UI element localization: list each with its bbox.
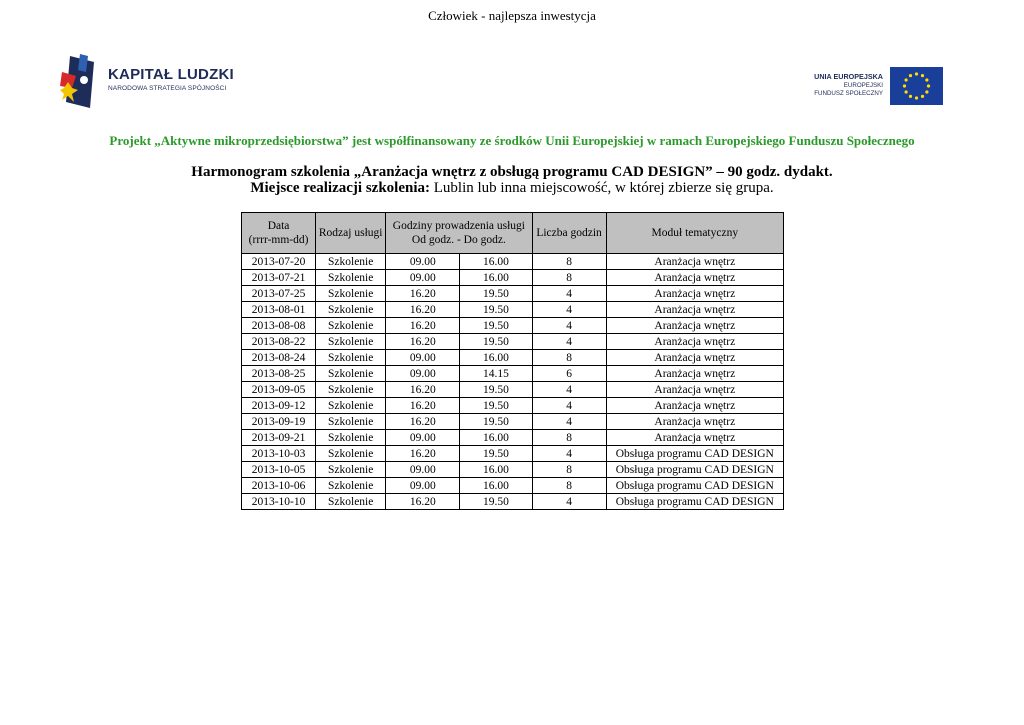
cell-service-type: Szkolenie (316, 350, 386, 366)
header-module: Moduł tematyczny (606, 213, 783, 254)
cell-date: 2013-10-03 (242, 446, 316, 462)
cell-hour-count: 4 (532, 494, 606, 510)
cell-service-type: Szkolenie (316, 318, 386, 334)
table-row (242, 462, 784, 478)
table-body (242, 254, 784, 510)
eu-logo-line2: EUROPEJSKI (843, 82, 883, 89)
cell-hour-count: 8 (532, 478, 606, 494)
cell-module: Aranżacja wnętrz (606, 254, 783, 270)
cell-date: 2013-10-06 (242, 478, 316, 494)
table-row (242, 254, 784, 270)
cell-hour-count: 4 (532, 334, 606, 350)
cell-module: Obsługa programu CAD DESIGN (606, 478, 783, 494)
cell-service-type: Szkolenie (316, 334, 386, 350)
cell-hour-count: 8 (532, 270, 606, 286)
cell-time-to: 16.00 (460, 254, 532, 270)
eu-flag-icon (890, 67, 943, 105)
cell-date: 2013-09-12 (242, 398, 316, 414)
cell-date: 2013-09-05 (242, 382, 316, 398)
cell-module: Aranżacja wnętrz (606, 270, 783, 286)
header-hours-range (386, 213, 532, 254)
table-row (242, 366, 784, 382)
cell-hour-count: 8 (532, 430, 606, 446)
header-hour-count: Liczba godzin (532, 213, 606, 254)
cell-service-type: Szkolenie (316, 478, 386, 494)
cell-date: 2013-08-22 (242, 334, 316, 350)
table-header-row (242, 213, 784, 254)
cell-date: 2013-10-10 (242, 494, 316, 510)
cell-date: 2013-08-08 (242, 318, 316, 334)
cell-date: 2013-09-19 (242, 414, 316, 430)
cell-module: Aranżacja wnętrz (606, 398, 783, 414)
cell-time-to: 19.50 (460, 334, 532, 350)
header-hours-line1: Godziny prowadzenia usługi (392, 220, 525, 232)
cell-module: Aranżacja wnętrz (606, 382, 783, 398)
cell-module: Aranżacja wnętrz (606, 318, 783, 334)
kapital-ludzki-title: KAPITAŁ LUDZKI (108, 66, 234, 83)
cell-time-from: 16.20 (386, 302, 460, 318)
cell-hour-count: 8 (532, 254, 606, 270)
cell-time-from: 09.00 (386, 350, 460, 366)
cell-module: Aranżacja wnętrz (606, 334, 783, 350)
header-service-type: Rodzaj usługi (316, 213, 386, 254)
table-row (242, 446, 784, 462)
cell-time-from: 09.00 (386, 478, 460, 494)
cell-time-from: 09.00 (386, 366, 460, 382)
cell-date: 2013-09-21 (242, 430, 316, 446)
table-row (242, 478, 784, 494)
table-row (242, 350, 784, 366)
kapital-ludzki-subtitle: NARODOWA STRATEGIA SPÓJNOŚCI (108, 85, 227, 92)
table-row (242, 318, 784, 334)
cell-time-from: 09.00 (386, 430, 460, 446)
table-row (242, 382, 784, 398)
cell-date: 2013-08-24 (242, 350, 316, 366)
header-date-line1: Data (267, 220, 290, 232)
cell-time-from: 16.20 (386, 318, 460, 334)
cell-time-to: 16.00 (460, 350, 532, 366)
cell-service-type: Szkolenie (316, 430, 386, 446)
kapital-ludzki-emblem-icon (60, 52, 108, 112)
cell-time-from: 09.00 (386, 254, 460, 270)
cell-hour-count: 6 (532, 366, 606, 382)
cell-time-from: 16.20 (386, 446, 460, 462)
cell-time-to: 19.50 (460, 494, 532, 510)
cell-time-to: 19.50 (460, 446, 532, 462)
cell-hour-count: 4 (532, 446, 606, 462)
eu-logo (800, 66, 945, 106)
header-date-line2: (rrrr-mm-dd) (248, 234, 309, 246)
cell-time-from: 16.20 (386, 382, 460, 398)
cell-time-to: 19.50 (460, 414, 532, 430)
table-row (242, 398, 784, 414)
cell-service-type: Szkolenie (316, 366, 386, 382)
table-row (242, 494, 784, 510)
schedule-title: Harmonogram szkolenia „Aranżacja wnętrz z obsługą programu CAD DESIGN” – 90 godz. dydakt. (191, 164, 833, 180)
cell-date: 2013-07-20 (242, 254, 316, 270)
cell-service-type: Szkolenie (316, 270, 386, 286)
table-row (242, 286, 784, 302)
cell-module: Obsługa programu CAD DESIGN (606, 462, 783, 478)
table-row (242, 414, 784, 430)
cell-time-from: 16.20 (386, 398, 460, 414)
location-label: Miejsce realizacji szkolenia: (250, 180, 430, 196)
cell-date: 2013-08-01 (242, 302, 316, 318)
cell-hour-count: 4 (532, 414, 606, 430)
cell-service-type: Szkolenie (316, 382, 386, 398)
cell-module: Obsługa programu CAD DESIGN (606, 446, 783, 462)
header-date (242, 213, 316, 254)
cell-module: Aranżacja wnętrz (606, 286, 783, 302)
cell-hour-count: 4 (532, 302, 606, 318)
schedule-table (241, 212, 784, 510)
cell-time-from: 16.20 (386, 414, 460, 430)
cell-time-to: 16.00 (460, 462, 532, 478)
cell-module: Aranżacja wnętrz (606, 302, 783, 318)
cell-module: Obsługa programu CAD DESIGN (606, 494, 783, 510)
cell-time-to: 19.50 (460, 286, 532, 302)
kapital-ludzki-logo (60, 52, 245, 112)
table-row (242, 270, 784, 286)
table-row (242, 334, 784, 350)
training-location (0, 180, 1024, 197)
cell-date: 2013-08-25 (242, 366, 316, 382)
cell-service-type: Szkolenie (316, 494, 386, 510)
project-statement: Projekt „Aktywne mikroprzedsiębiorstwa” jest współfinansowany ze środków Unii Europejskiej w ramach Europejskiego Funduszu Społecznego (109, 133, 915, 148)
cell-hour-count: 4 (532, 318, 606, 334)
cell-time-to: 19.50 (460, 398, 532, 414)
cell-time-to: 16.00 (460, 430, 532, 446)
cell-service-type: Szkolenie (316, 462, 386, 478)
cell-module: Aranżacja wnętrz (606, 414, 783, 430)
location-value: Lublin lub inna miejscowość, w której zbierze się grupa. (430, 180, 774, 196)
cell-hour-count: 4 (532, 286, 606, 302)
cell-time-from: 16.20 (386, 334, 460, 350)
cell-time-to: 19.50 (460, 302, 532, 318)
cell-time-from: 09.00 (386, 270, 460, 286)
cell-time-to: 19.50 (460, 318, 532, 334)
cell-service-type: Szkolenie (316, 302, 386, 318)
cell-hour-count: 8 (532, 462, 606, 478)
page-header: Człowiek - najlepsza inwestycja (428, 8, 596, 23)
cell-module: Aranżacja wnętrz (606, 350, 783, 366)
cell-date: 2013-10-05 (242, 462, 316, 478)
eu-logo-line1: UNIA EUROPEJSKA (814, 72, 883, 81)
table-row (242, 302, 784, 318)
cell-hour-count: 8 (532, 350, 606, 366)
cell-time-to: 16.00 (460, 478, 532, 494)
cell-time-to: 19.50 (460, 382, 532, 398)
cell-time-from: 09.00 (386, 462, 460, 478)
table-row (242, 430, 784, 446)
header-hours-line2: Od godz. - Do godz. (411, 234, 506, 246)
cell-date: 2013-07-25 (242, 286, 316, 302)
eu-logo-line3: FUNDUSZ SPOŁECZNY (814, 90, 883, 97)
cell-service-type: Szkolenie (316, 414, 386, 430)
cell-time-from: 16.20 (386, 494, 460, 510)
cell-hour-count: 4 (532, 398, 606, 414)
cell-hour-count: 4 (532, 382, 606, 398)
cell-time-to: 16.00 (460, 270, 532, 286)
cell-date: 2013-07-21 (242, 270, 316, 286)
cell-service-type: Szkolenie (316, 286, 386, 302)
cell-service-type: Szkolenie (316, 398, 386, 414)
cell-service-type: Szkolenie (316, 446, 386, 462)
cell-service-type: Szkolenie (316, 254, 386, 270)
cell-module: Aranżacja wnętrz (606, 430, 783, 446)
cell-time-from: 16.20 (386, 286, 460, 302)
cell-module: Aranżacja wnętrz (606, 366, 783, 382)
cell-time-to: 14.15 (460, 366, 532, 382)
